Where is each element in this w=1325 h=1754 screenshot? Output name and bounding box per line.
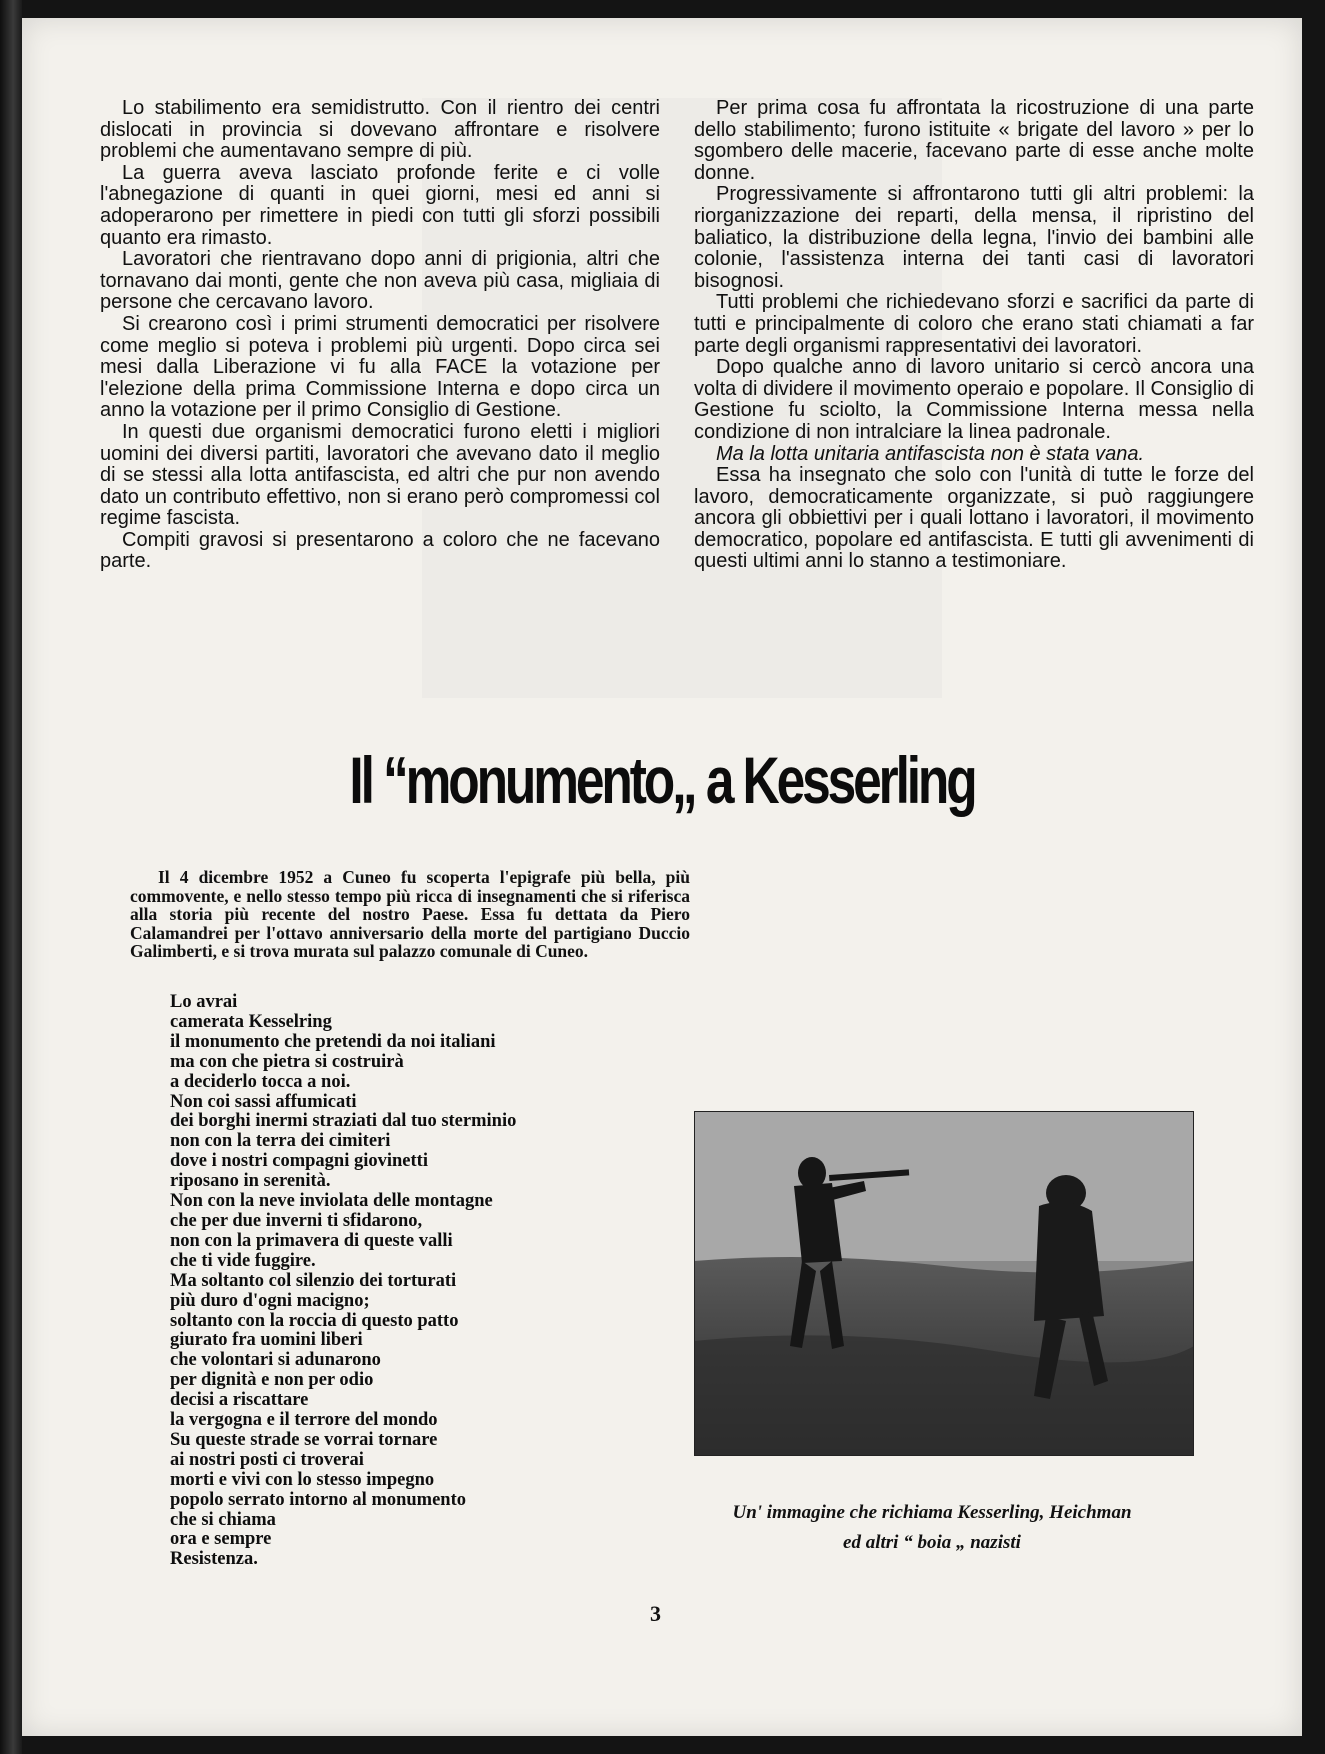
poem-line: più duro d'ogni macigno; bbox=[170, 1290, 370, 1311]
right-closing-paragraph: Essa ha insegnato che solo con l'unità di tutte le forze del lavoro, democraticamente organizzate, si può raggiungere ancora gli obbiettivi per i quali lottano i lavoratori, il movimento democratico, popolare ed antifascista. E tutti gli avvenimenti di questi ultimi anni lo stanno a testimoniare. bbox=[694, 464, 1254, 573]
photo-illustration bbox=[694, 1111, 1194, 1456]
poem-line: soltanto con la roccia di questo patto bbox=[170, 1310, 459, 1331]
left-paragraph: La guerra aveva lasciato profonde ferite e ci volle l'abnegazione di quanti in quei giorni, mesi ed anni si adoperarono per rimettere in piedi con tutti gli sforzi possibili quanto era rimasto. bbox=[100, 161, 660, 249]
right-paragraph: Progressivamente si affrontarono tutti gli altri problemi: la riorganizzazione dei reparti, della mensa, il ripristino del baliatico, la distribuzione della legna, l'invio dei bambini alle colonie, l'assistenza interna dei tanti casi di lavoratori bisognosi. bbox=[694, 183, 1254, 292]
poem-line: ora e sempre bbox=[170, 1529, 272, 1550]
poem-line: Non coi sassi affumicati bbox=[170, 1091, 357, 1112]
poem-line: che per due inverni ti sfidarono, bbox=[170, 1210, 423, 1231]
poem-line: ma con che pietra si costruirà bbox=[170, 1051, 404, 1072]
poem-line: per dignità e non per odio bbox=[170, 1370, 374, 1391]
poem-line: il monumento che pretendi da noi italiani bbox=[170, 1031, 496, 1052]
poem-line: morti e vivi con lo stesso impegno bbox=[170, 1469, 435, 1490]
page-number: 3 bbox=[650, 1601, 661, 1626]
left-paragraph: In questi due organismi democratici furono eletti i migliori uomini dei diversi partiti, lavoratori che avevano dato il meglio di se stessi alla lotta antifascista, ed altri che pur non avendo dato un contributo effettivo, non si erano però compromessi col regime fascista. bbox=[100, 420, 660, 530]
left-paragraph: Si crearono così i primi strumenti democratici per risolvere come meglio si poteva i problemi più urgenti. Dopo circa sei mesi dalla Liberazione vi fu alla FACE la votazione per l'elezione della prima Commissione Interna e dopo circa un anno la votazione per il primo Consiglio di Gestione. bbox=[100, 312, 660, 422]
poem-line: a deciderlo tocca a noi. bbox=[170, 1071, 351, 1092]
poem-line: popolo serrato intorno al monumento bbox=[170, 1489, 466, 1510]
book-binding bbox=[0, 0, 22, 1754]
poem-line: Non con la neve inviolata delle montagne bbox=[170, 1191, 493, 1212]
poem-line: Lo avrai bbox=[170, 992, 238, 1012]
right-text-column bbox=[694, 98, 1254, 573]
right-paragraph: Dopo qualche anno di lavoro unitario si cercò ancora una volta di dividere il movimento operaio e popolare. Il Consiglio di Gestione fu sciolto, la Commissione Interna messa nella condizione di non intralciare la linea padronale. bbox=[694, 356, 1254, 443]
caption-line: ed altri “ boia „ nazisti bbox=[843, 1532, 1021, 1553]
poem-line: giurato fra uomini liberi bbox=[170, 1330, 363, 1351]
poem-line: Su queste strade se vorrai tornare bbox=[170, 1429, 438, 1450]
photo-caption bbox=[622, 1498, 1242, 1558]
poem-line: che ti vide fuggire. bbox=[170, 1250, 316, 1271]
right-italic-paragraph: Ma la lotta unitaria antifascista non è stata vana. bbox=[716, 442, 1145, 465]
left-paragraph: Lavoratori che rientravano dopo anni di prigionia, altri che tornavano dai monti, gente che non aveva più casa, migliaia di persone che cercavano lavoro. bbox=[100, 248, 660, 314]
poem-line: Ma soltanto col silenzio dei torturati bbox=[170, 1270, 457, 1291]
right-paragraph: Tutti problemi che richiedevano sforzi e sacrifici da parte di tutti e principalmente di coloro che erano stati chiamati a far parte degli organismi rappresentativi dei lavoratori. bbox=[694, 291, 1254, 357]
poem-line: non con la primavera di queste valli bbox=[170, 1230, 453, 1251]
poem-line: dei borghi inermi straziati dal tuo sterminio bbox=[170, 1111, 517, 1132]
left-text-column bbox=[100, 98, 660, 573]
poem-line: non con la terra dei cimiteri bbox=[170, 1131, 391, 1152]
poem-line: che si chiama bbox=[170, 1509, 276, 1530]
caption-line: Un' immagine che richiama Kesserling, Heichman bbox=[732, 1502, 1132, 1523]
poem-line: la vergogna e il terrore del mondo bbox=[170, 1410, 438, 1431]
magazine-page bbox=[22, 18, 1302, 1736]
article-headline: Il “monumento„ a Kesserling bbox=[349, 743, 975, 817]
poem-line: riposano in serenità. bbox=[170, 1171, 331, 1192]
execution-photo bbox=[694, 1111, 1194, 1456]
poem-line: camerata Kesselring bbox=[170, 1011, 332, 1032]
article-intro: Il 4 dicembre 1952 a Cuneo fu scoperta l'epigrafe più bella, più commovente, e nello stesso tempo più ricca di insegnamenti che si riferisca alla storia più recente del nostro Paese. Essa fu dettata da Piero Calamandrei per l'ottavo anniversario della morte del partigiano Duccio Galimberti, e si trova murata sul palazzo comunale di Cuneo. bbox=[130, 867, 690, 962]
poem-line: che volontari si adunarono bbox=[170, 1350, 381, 1371]
poem-line: decisi a riscattare bbox=[170, 1390, 309, 1411]
poem-line: ai nostri posti ci troverai bbox=[170, 1449, 364, 1470]
poem-line: dove i nostri compagni giovinetti bbox=[170, 1151, 428, 1172]
left-paragraph: Compiti gravosi si presentarono a coloro che ne facevano parte. bbox=[100, 528, 660, 573]
poem-line: Resistenza. bbox=[170, 1549, 258, 1570]
epigraph-poem bbox=[170, 993, 670, 1570]
left-paragraph: Lo stabilimento era semidistrutto. Con il rientro dei centri dislocati in provincia si dovevano affrontare e risolvere problemi che aumentavano sempre di più. bbox=[100, 97, 660, 163]
right-paragraph: Per prima cosa fu affrontata la ricostruzione di una parte dello stabilimento; furono istituite « brigate del lavoro » per lo sgombero delle macerie, facevano parte di esse anche molte donne. bbox=[694, 97, 1254, 184]
